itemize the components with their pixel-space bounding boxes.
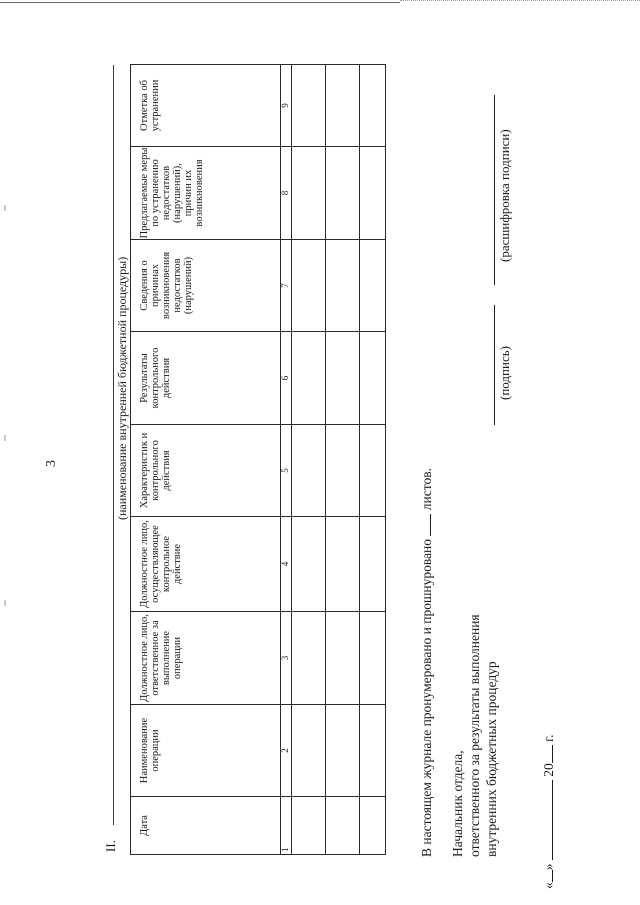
signature-decoding-caption: (расшифровка подписи) bbox=[497, 129, 512, 262]
column-number: 9 bbox=[281, 65, 292, 147]
table-cell[interactable] bbox=[292, 65, 326, 147]
table-cell[interactable] bbox=[292, 425, 326, 517]
date-year-blank[interactable] bbox=[540, 745, 553, 763]
table-cell[interactable] bbox=[360, 612, 386, 705]
table-cell[interactable] bbox=[326, 612, 360, 705]
table-cell[interactable] bbox=[292, 240, 326, 332]
table-cell[interactable] bbox=[326, 332, 360, 425]
date-line bbox=[540, 734, 557, 889]
date-close-quote: » bbox=[541, 863, 556, 871]
date-month-blank[interactable] bbox=[540, 780, 553, 860]
page-number: 3 bbox=[44, 460, 59, 467]
sheet-count-blank[interactable] bbox=[418, 514, 431, 536]
position-title-line2: ответственного за результаты выполнения bbox=[467, 614, 482, 857]
table-cell[interactable] bbox=[360, 65, 386, 147]
table-cell[interactable] bbox=[292, 612, 326, 705]
date-century: 20 bbox=[541, 763, 556, 777]
table-cell[interactable] bbox=[292, 517, 326, 612]
table-cell[interactable] bbox=[326, 425, 360, 517]
table-cell[interactable] bbox=[360, 705, 386, 797]
header-control-results: Результаты контрольного действия bbox=[131, 332, 281, 425]
journal-note bbox=[418, 468, 435, 857]
section-label: II. bbox=[103, 840, 118, 852]
journal-note-text: В настоящем журнале пронумеровано и прошнуровано bbox=[419, 538, 434, 857]
column-number-row bbox=[281, 65, 292, 855]
table-cell[interactable] bbox=[360, 332, 386, 425]
table-cell[interactable] bbox=[326, 65, 360, 147]
column-number: 2 bbox=[281, 705, 292, 797]
table-row bbox=[326, 65, 360, 855]
column-number: 1 bbox=[281, 797, 292, 855]
section-caption: (наименование внутренней бюджетной процедуры) bbox=[115, 256, 129, 520]
header-control-characteristics: Характеристик и контрольного действия bbox=[131, 425, 281, 517]
table-cell[interactable] bbox=[326, 797, 360, 855]
table-cell[interactable] bbox=[326, 517, 360, 612]
column-number: 5 bbox=[281, 425, 292, 517]
table-cell[interactable] bbox=[326, 240, 360, 332]
table-cell[interactable] bbox=[292, 797, 326, 855]
date-day-blank[interactable] bbox=[540, 870, 553, 882]
date-open-quote: « bbox=[541, 882, 556, 889]
header-violation-causes: Сведения о причинах возникновения недостатков (нарушений) bbox=[131, 240, 281, 332]
table-cell[interactable] bbox=[326, 705, 360, 797]
table-cell[interactable] bbox=[360, 517, 386, 612]
table-cell[interactable] bbox=[292, 147, 326, 240]
header-responsible-official: Должностное лицо, ответственное за выполнение операции bbox=[131, 612, 281, 705]
table-cell[interactable] bbox=[360, 147, 386, 240]
column-number: 4 bbox=[281, 517, 292, 612]
table-header-row bbox=[131, 65, 281, 855]
column-number: 7 bbox=[281, 240, 292, 332]
signature-caption: (подпись) bbox=[497, 346, 512, 400]
table-cell[interactable] bbox=[292, 332, 326, 425]
table-cell[interactable] bbox=[360, 240, 386, 332]
position-title-line3: внутренних бюджетных процедур bbox=[484, 661, 499, 857]
header-proposed-measures: Предлагаемые меры по устранению недостатков (нарушений), причин их возникновения bbox=[131, 147, 281, 240]
table-cell[interactable] bbox=[326, 147, 360, 240]
signature-decoding-line[interactable] bbox=[494, 95, 495, 285]
column-number: 6 bbox=[281, 332, 292, 425]
position-title-line1: Начальник отдела, bbox=[450, 750, 465, 857]
header-operation-name: Наименование операции bbox=[131, 705, 281, 797]
header-elimination-mark: Отметка об устранении bbox=[131, 65, 281, 147]
table-row bbox=[292, 65, 326, 855]
table-cell[interactable] bbox=[360, 425, 386, 517]
section-name-line bbox=[113, 65, 114, 825]
column-number: 3 bbox=[281, 612, 292, 705]
header-date: Дата bbox=[131, 797, 281, 855]
journal-note-suffix: листов. bbox=[419, 468, 434, 511]
signature-line[interactable] bbox=[494, 305, 495, 425]
column-number: 8 bbox=[281, 147, 292, 240]
date-year-suffix: г. bbox=[541, 734, 556, 742]
table-row bbox=[360, 65, 386, 855]
journal-table bbox=[130, 64, 386, 855]
table-cell[interactable] bbox=[360, 797, 386, 855]
table-cell[interactable] bbox=[292, 705, 326, 797]
header-controlling-official: Должностное лицо, осуществляющее контрольное действие bbox=[131, 517, 281, 612]
